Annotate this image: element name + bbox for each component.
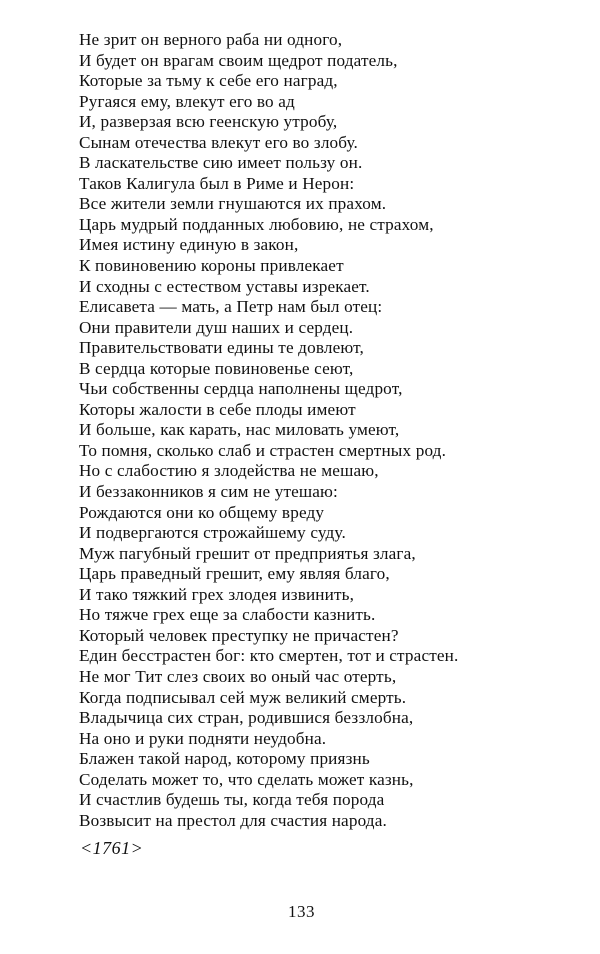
poem-line: Ругаяся ему, влекут его во ад [79, 91, 295, 111]
poem-line: Которые за тьму к себе его наград, [79, 71, 338, 91]
poem-line: Но с слабостию я злодейства не мешаю, [79, 461, 379, 481]
poem-line: К повиновению короны привлекает [79, 256, 344, 276]
poem-line: Возвысит на престол для счастия народа. [79, 810, 387, 830]
poem-text [79, 30, 579, 831]
poem-line: Сынам отечества влекут его во злобу. [79, 132, 358, 152]
poem-line: Чьи собственны сердца наполнены щедрот, [79, 379, 403, 399]
poem-line: Рождаются они ко общему вреду [79, 502, 325, 522]
poem-date: <1761> [80, 838, 144, 858]
poem-line: В сердца которые повиновенье сеют, [79, 358, 354, 378]
poem-line: Когда подписывал сей муж великий смерть. [79, 687, 407, 707]
poem-line: И сходны с естеством уставы изрекает. [79, 276, 370, 296]
poem-line: Муж пагубный грешит от предприятья злага, [79, 543, 416, 563]
poem-line: Но тяжче грех еще за слабости казнить. [79, 605, 376, 625]
poem-line: Имея истину единую в закон, [79, 235, 299, 255]
poem-line: Таков Калигула был в Риме и Нерон: [79, 173, 355, 193]
poem-line: И больше, как карать, нас миловать умеют, [79, 420, 400, 440]
poem-line: И счастлив будешь ты, когда тебя порода [79, 790, 385, 810]
poem-line: Не зрит он верного раба ни одного, [79, 30, 343, 49]
poem-line: То помня, сколько слаб и страстен смертных род. [79, 440, 447, 460]
poem-line: Елисавета — мать, а Петр нам был отец: [79, 297, 383, 317]
poem-line: И подвергаются строжайшему суду. [79, 523, 346, 543]
poem-line: Которы жалости в себе плоды имеют [79, 399, 356, 419]
poem-line: И тако тяжкий грех злодея извинить, [79, 584, 355, 604]
poem-line: Который человек преступку не причастен? [79, 625, 399, 645]
poem-line: Владычица сих стран, родившися беззлобна, [79, 708, 414, 728]
poem-line: И беззаконников я сим не утешаю: [79, 482, 338, 502]
poem-line: Един бесстрастен бог: кто смертен, тот и страстен. [79, 646, 459, 666]
poem-line: На оно и руки подняти неудобна. [79, 728, 327, 748]
poem-line: Они правители душ наших и сердец. [79, 317, 354, 337]
poem-line: Не мог Тит слез своих во оный час отерть, [79, 666, 397, 686]
poem-line: Правительствовати едины те довлеют, [79, 338, 364, 358]
poem-line: В ласкательстве сию имеет пользу он. [79, 153, 363, 173]
poem-line: Царь праведный грешит, ему являя благо, [79, 564, 390, 584]
poem-line: И, разверзая всю геенскую утробу, [79, 112, 338, 132]
poem-line: Соделать может то, что сделать может казнь, [79, 769, 414, 789]
poem-line: Царь мудрый подданных любовию, не страхом, [79, 214, 434, 234]
poem-line: И будет он врагам своим щедрот податель, [79, 50, 398, 70]
poem-line: Все жители земли гнушаются их прахом. [79, 194, 387, 214]
poem-line: Блажен такой народ, которому приязнь [79, 749, 370, 769]
page-number: 133 [288, 902, 315, 921]
